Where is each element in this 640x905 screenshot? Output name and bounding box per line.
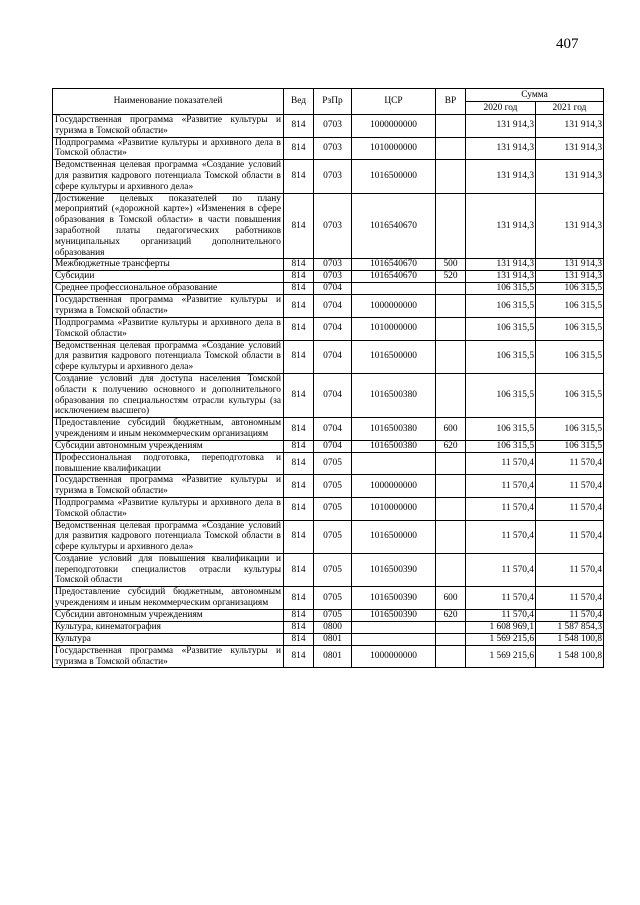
table-row bbox=[53, 609, 604, 621]
table-row bbox=[53, 160, 604, 193]
page-number: 407 bbox=[556, 36, 579, 52]
cell-sum-2020: 106 315,5 bbox=[466, 440, 536, 452]
table-row bbox=[53, 137, 604, 160]
cell-csr bbox=[352, 452, 436, 475]
header-sum: Сумма bbox=[466, 89, 604, 102]
cell-name: Государственная программа «Развитие культуры и туризма в Томской области» bbox=[53, 645, 284, 668]
cell-csr: 1016500390 bbox=[352, 609, 436, 621]
cell-rzpr: 0703 bbox=[314, 259, 352, 271]
cell-ved: 814 bbox=[284, 621, 314, 633]
cell-rzpr: 0705 bbox=[314, 609, 352, 621]
cell-sum-2021: 11 570,4 bbox=[536, 553, 604, 586]
cell-rzpr: 0704 bbox=[314, 418, 352, 441]
table-row bbox=[53, 317, 604, 340]
cell-vr: 620 bbox=[436, 440, 466, 452]
cell-sum-2020: 11 570,4 bbox=[466, 520, 536, 553]
cell-sum-2020: 1 569 215,6 bbox=[466, 633, 536, 645]
cell-vr bbox=[436, 621, 466, 633]
cell-rzpr: 0704 bbox=[314, 283, 352, 295]
cell-csr: 1010000000 bbox=[352, 497, 436, 520]
table-row bbox=[53, 295, 604, 318]
cell-rzpr: 0801 bbox=[314, 645, 352, 668]
cell-sum-2020: 11 570,4 bbox=[466, 609, 536, 621]
cell-vr bbox=[436, 340, 466, 373]
cell-vr: 600 bbox=[436, 587, 466, 610]
cell-ved: 814 bbox=[284, 295, 314, 318]
cell-name: Ведомственная целевая программа «Создание условий для развития кадрового потенциала Томской области в сфере культуры и архивного дела» bbox=[53, 160, 284, 193]
cell-name: Субсидии автономным учреждениям bbox=[53, 609, 284, 621]
cell-ved: 814 bbox=[284, 137, 314, 160]
header-csr: ЦСР bbox=[352, 89, 436, 115]
cell-sum-2021: 106 315,5 bbox=[536, 440, 604, 452]
cell-name: Государственная программа «Развитие культуры и туризма в Томской области» bbox=[53, 115, 284, 138]
cell-sum-2020: 131 914,3 bbox=[466, 259, 536, 271]
cell-sum-2021: 131 914,3 bbox=[536, 137, 604, 160]
cell-rzpr: 0703 bbox=[314, 193, 352, 259]
table-row bbox=[53, 475, 604, 498]
cell-name: Предоставление субсидий бюджетным, автономным учреждениям и иным некоммерческим организациям bbox=[53, 418, 284, 441]
cell-vr bbox=[436, 633, 466, 645]
cell-rzpr: 0705 bbox=[314, 452, 352, 475]
cell-vr bbox=[436, 283, 466, 295]
cell-csr: 1016540670 bbox=[352, 271, 436, 283]
cell-name: Культура, кинематография bbox=[53, 621, 284, 633]
cell-vr bbox=[436, 520, 466, 553]
table-row bbox=[53, 115, 604, 138]
cell-sum-2020: 106 315,5 bbox=[466, 283, 536, 295]
cell-sum-2020: 106 315,5 bbox=[466, 295, 536, 318]
table-row bbox=[53, 271, 604, 283]
cell-csr bbox=[352, 283, 436, 295]
cell-rzpr: 0705 bbox=[314, 553, 352, 586]
cell-name: Создание условий для повышения квалификации и переподготовки специалистов отрасли культуры Томской области bbox=[53, 553, 284, 586]
cell-sum-2021: 131 914,3 bbox=[536, 115, 604, 138]
cell-rzpr: 0703 bbox=[314, 271, 352, 283]
cell-rzpr: 0703 bbox=[314, 137, 352, 160]
cell-csr: 1016540670 bbox=[352, 193, 436, 259]
cell-rzpr: 0705 bbox=[314, 587, 352, 610]
table-row bbox=[53, 373, 604, 417]
cell-sum-2021: 131 914,3 bbox=[536, 259, 604, 271]
cell-vr bbox=[436, 295, 466, 318]
table-row bbox=[53, 621, 604, 633]
cell-vr bbox=[436, 475, 466, 498]
cell-ved: 814 bbox=[284, 259, 314, 271]
cell-ved: 814 bbox=[284, 452, 314, 475]
cell-sum-2021: 11 570,4 bbox=[536, 520, 604, 553]
cell-sum-2021: 1 548 100,8 bbox=[536, 633, 604, 645]
cell-sum-2021: 11 570,4 bbox=[536, 475, 604, 498]
cell-vr: 620 bbox=[436, 609, 466, 621]
cell-csr: 1016540670 bbox=[352, 259, 436, 271]
cell-sum-2020: 11 570,4 bbox=[466, 452, 536, 475]
cell-sum-2021: 11 570,4 bbox=[536, 452, 604, 475]
cell-csr: 1016500390 bbox=[352, 553, 436, 586]
cell-ved: 814 bbox=[284, 497, 314, 520]
cell-ved: 814 bbox=[284, 609, 314, 621]
cell-sum-2021: 106 315,5 bbox=[536, 317, 604, 340]
table-row bbox=[53, 553, 604, 586]
cell-rzpr: 0704 bbox=[314, 373, 352, 417]
cell-name: Ведомственная целевая программа «Создание условий для развития кадрового потенциала Томской области в сфере культуры и архивного дела» bbox=[53, 520, 284, 553]
cell-vr bbox=[436, 373, 466, 417]
table-row bbox=[53, 452, 604, 475]
cell-rzpr: 0704 bbox=[314, 340, 352, 373]
cell-sum-2020: 1 569 215,6 bbox=[466, 645, 536, 668]
cell-rzpr: 0800 bbox=[314, 621, 352, 633]
cell-sum-2020: 131 914,3 bbox=[466, 271, 536, 283]
table-row bbox=[53, 497, 604, 520]
cell-ved: 814 bbox=[284, 340, 314, 373]
header-2020: 2020 год bbox=[466, 102, 536, 115]
cell-ved: 814 bbox=[284, 440, 314, 452]
cell-ved: 814 bbox=[284, 645, 314, 668]
cell-csr bbox=[352, 633, 436, 645]
cell-name: Субсидии bbox=[53, 271, 284, 283]
cell-name: Предоставление субсидий бюджетным, автономным учреждениям и иным некоммерческим организациям bbox=[53, 587, 284, 610]
cell-name: Среднее профессиональное образование bbox=[53, 283, 284, 295]
cell-sum-2020: 131 914,3 bbox=[466, 137, 536, 160]
cell-name: Государственная программа «Развитие культуры и туризма в Томской области» bbox=[53, 295, 284, 318]
cell-vr bbox=[436, 193, 466, 259]
table-row bbox=[53, 259, 604, 271]
cell-ved: 814 bbox=[284, 193, 314, 259]
cell-sum-2020: 11 570,4 bbox=[466, 497, 536, 520]
cell-csr: 1016500380 bbox=[352, 373, 436, 417]
cell-sum-2021: 1 587 854,3 bbox=[536, 621, 604, 633]
cell-sum-2020: 131 914,3 bbox=[466, 115, 536, 138]
header-rzpr: РзПр bbox=[314, 89, 352, 115]
cell-ved: 814 bbox=[284, 475, 314, 498]
header-name: Наименование показателей bbox=[53, 89, 284, 115]
table-row bbox=[53, 440, 604, 452]
cell-ved: 814 bbox=[284, 553, 314, 586]
cell-sum-2020: 11 570,4 bbox=[466, 475, 536, 498]
cell-csr: 1010000000 bbox=[352, 317, 436, 340]
cell-csr: 1010000000 bbox=[352, 137, 436, 160]
cell-vr bbox=[436, 452, 466, 475]
table-body bbox=[53, 115, 604, 668]
table-header bbox=[53, 89, 604, 115]
cell-vr: 600 bbox=[436, 418, 466, 441]
cell-sum-2021: 106 315,5 bbox=[536, 340, 604, 373]
cell-csr: 1000000000 bbox=[352, 645, 436, 668]
cell-sum-2020: 106 315,5 bbox=[466, 340, 536, 373]
cell-sum-2021: 131 914,3 bbox=[536, 160, 604, 193]
cell-name: Создание условий для доступа населения Томской области к получению основного и дополнительного образования по специальностям отрасли культуры (за исключением высшего) bbox=[53, 373, 284, 417]
cell-vr bbox=[436, 497, 466, 520]
cell-vr bbox=[436, 115, 466, 138]
cell-vr bbox=[436, 317, 466, 340]
cell-csr: 1000000000 bbox=[352, 475, 436, 498]
cell-name: Субсидии автономным учреждениям bbox=[53, 440, 284, 452]
cell-name: Государственная программа «Развитие культуры и туризма в Томской области» bbox=[53, 475, 284, 498]
cell-ved: 814 bbox=[284, 160, 314, 193]
cell-vr: 500 bbox=[436, 259, 466, 271]
cell-ved: 814 bbox=[284, 115, 314, 138]
cell-sum-2021: 106 315,5 bbox=[536, 283, 604, 295]
cell-csr: 1016500390 bbox=[352, 587, 436, 610]
cell-sum-2021: 106 315,5 bbox=[536, 295, 604, 318]
cell-rzpr: 0704 bbox=[314, 295, 352, 318]
cell-sum-2020: 131 914,3 bbox=[466, 160, 536, 193]
cell-sum-2021: 106 315,5 bbox=[536, 418, 604, 441]
table-row bbox=[53, 645, 604, 668]
cell-csr: 1016500000 bbox=[352, 520, 436, 553]
table-row bbox=[53, 587, 604, 610]
cell-vr bbox=[436, 645, 466, 668]
cell-name: Подпрограмма «Развитие культуры и архивного дела в Томской области» bbox=[53, 317, 284, 340]
cell-rzpr: 0801 bbox=[314, 633, 352, 645]
table-row bbox=[53, 340, 604, 373]
cell-ved: 814 bbox=[284, 283, 314, 295]
cell-sum-2021: 11 570,4 bbox=[536, 587, 604, 610]
cell-sum-2021: 11 570,4 bbox=[536, 497, 604, 520]
cell-csr: 1016500000 bbox=[352, 160, 436, 193]
header-ved: Вед bbox=[284, 89, 314, 115]
cell-csr: 1016500380 bbox=[352, 440, 436, 452]
cell-rzpr: 0703 bbox=[314, 115, 352, 138]
cell-vr: 520 bbox=[436, 271, 466, 283]
cell-rzpr: 0704 bbox=[314, 440, 352, 452]
table-row bbox=[53, 520, 604, 553]
cell-rzpr: 0705 bbox=[314, 475, 352, 498]
cell-ved: 814 bbox=[284, 587, 314, 610]
cell-name: Культура bbox=[53, 633, 284, 645]
table-row bbox=[53, 193, 604, 259]
table-row bbox=[53, 283, 604, 295]
cell-ved: 814 bbox=[284, 418, 314, 441]
cell-sum-2020: 106 315,5 bbox=[466, 373, 536, 417]
cell-name: Подпрограмма «Развитие культуры и архивного дела в Томской области» bbox=[53, 497, 284, 520]
cell-sum-2020: 106 315,5 bbox=[466, 317, 536, 340]
cell-sum-2021: 131 914,3 bbox=[536, 271, 604, 283]
cell-rzpr: 0705 bbox=[314, 497, 352, 520]
cell-csr: 1000000000 bbox=[352, 295, 436, 318]
cell-name: Подпрограмма «Развитие культуры и архивного дела в Томской области» bbox=[53, 137, 284, 160]
cell-name: Профессиональная подготовка, переподготовка и повышение квалификации bbox=[53, 452, 284, 475]
cell-ved: 814 bbox=[284, 271, 314, 283]
cell-csr: 1016500000 bbox=[352, 340, 436, 373]
cell-rzpr: 0704 bbox=[314, 317, 352, 340]
cell-sum-2021: 131 914,3 bbox=[536, 193, 604, 259]
cell-ved: 814 bbox=[284, 520, 314, 553]
cell-name: Ведомственная целевая программа «Создание условий для развития кадрового потенциала Томской области в сфере культуры и архивного дела» bbox=[53, 340, 284, 373]
cell-sum-2020: 131 914,3 bbox=[466, 193, 536, 259]
cell-sum-2020: 11 570,4 bbox=[466, 553, 536, 586]
cell-sum-2020: 1 608 969,1 bbox=[466, 621, 536, 633]
cell-vr bbox=[436, 160, 466, 193]
cell-sum-2021: 106 315,5 bbox=[536, 373, 604, 417]
cell-sum-2020: 106 315,5 bbox=[466, 418, 536, 441]
cell-ved: 814 bbox=[284, 373, 314, 417]
cell-sum-2020: 11 570,4 bbox=[466, 587, 536, 610]
table-row bbox=[53, 418, 604, 441]
cell-vr bbox=[436, 553, 466, 586]
cell-ved: 814 bbox=[284, 317, 314, 340]
cell-csr: 1000000000 bbox=[352, 115, 436, 138]
cell-sum-2021: 11 570,4 bbox=[536, 609, 604, 621]
cell-rzpr: 0703 bbox=[314, 160, 352, 193]
cell-sum-2021: 1 548 100,8 bbox=[536, 645, 604, 668]
cell-csr bbox=[352, 621, 436, 633]
budget-table bbox=[52, 88, 604, 668]
header-vr: ВР bbox=[436, 89, 466, 115]
cell-rzpr: 0705 bbox=[314, 520, 352, 553]
cell-vr bbox=[436, 137, 466, 160]
table-row bbox=[53, 633, 604, 645]
cell-name: Достижение целевых показателей по плану мероприятий («дорожной карте») «Изменения в сфере образования в Томской области» в части повышения заработной платы педагогических работников муниципальных организаций дополнительного образования bbox=[53, 193, 284, 259]
header-2021: 2021 год bbox=[536, 102, 604, 115]
cell-name: Межбюджетные трансферты bbox=[53, 259, 284, 271]
cell-csr: 1016500380 bbox=[352, 418, 436, 441]
cell-ved: 814 bbox=[284, 633, 314, 645]
